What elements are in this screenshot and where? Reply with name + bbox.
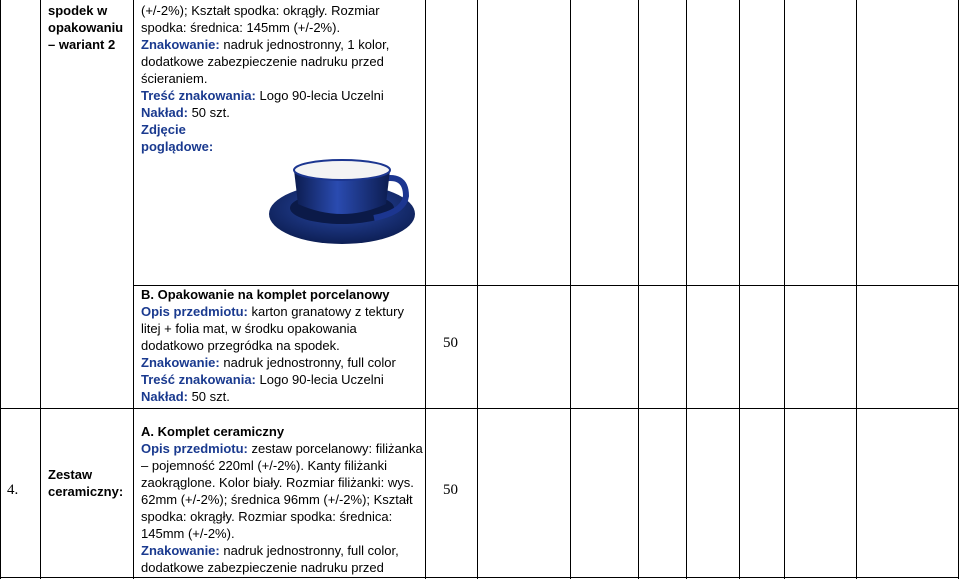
col-divider bbox=[570, 0, 571, 579]
col-divider bbox=[477, 0, 478, 579]
field-text: nadruk jednostronny, 1 kolor, bbox=[219, 37, 390, 52]
col-divider bbox=[133, 0, 134, 579]
field-label: Opis przedmiotu: bbox=[141, 304, 248, 319]
field-label: Zdjęcie bbox=[141, 122, 186, 137]
field-text: Logo 90-lecia Uczelni bbox=[255, 372, 384, 387]
description-line bbox=[141, 559, 423, 576]
field-text: 50 szt. bbox=[187, 389, 230, 404]
description-line bbox=[141, 87, 423, 104]
description-line bbox=[141, 542, 423, 559]
quantity-value: 50 bbox=[443, 335, 458, 351]
col-divider bbox=[686, 0, 687, 579]
row-divider bbox=[0, 577, 959, 578]
col-divider bbox=[40, 0, 41, 579]
description-line bbox=[141, 104, 423, 121]
field-text: nadruk jednostronny, full color bbox=[219, 355, 396, 370]
description-line bbox=[141, 525, 423, 542]
description-line bbox=[141, 371, 423, 388]
item-name-line: spodek w bbox=[48, 3, 108, 18]
field-text: zestaw porcelanowy: filiżanka bbox=[247, 441, 423, 456]
field-text: A. Komplet ceramiczny bbox=[141, 424, 285, 439]
field-label: Znakowanie: bbox=[141, 37, 220, 52]
description-line bbox=[141, 121, 423, 138]
description-line bbox=[141, 423, 423, 440]
field-text: (+/-2%); Kształt spodka: okrągły. Rozmiar bbox=[141, 3, 380, 18]
field-text: ścieraniem. bbox=[141, 71, 208, 86]
description-line bbox=[141, 320, 423, 337]
field-text: dodatkowo przegródka na spodek. bbox=[141, 338, 340, 353]
item-name-cell bbox=[48, 2, 132, 53]
item-description bbox=[141, 423, 423, 576]
description-line bbox=[141, 36, 423, 53]
description-line bbox=[141, 354, 423, 371]
field-text: zaokrąglone. Kolor biały. Rozmiar filiżanki: wys. bbox=[141, 475, 414, 490]
field-text: litej + folia mat, w środku opakowania bbox=[141, 321, 357, 336]
field-text: spodka: średnica: 145mm (+/-2%). bbox=[141, 20, 341, 35]
item-name-cell bbox=[48, 466, 132, 500]
field-text: spodka: okrągły. Rozmiar spodka: średnica: bbox=[141, 509, 393, 524]
description-line bbox=[141, 138, 423, 155]
quantity-value: 50 bbox=[443, 482, 458, 498]
description-line bbox=[141, 2, 423, 19]
col-divider bbox=[784, 0, 785, 579]
field-label: Nakład: bbox=[141, 105, 188, 120]
field-text: karton granatowy z tektury bbox=[247, 304, 404, 319]
description-line bbox=[141, 474, 423, 491]
description-line bbox=[141, 440, 423, 457]
description-line bbox=[141, 508, 423, 525]
col-divider bbox=[425, 0, 426, 579]
field-text: – pojemność 220ml (+/-2%). Kanty filiżanki bbox=[141, 458, 388, 473]
field-text: dodatkowe zabezpieczenie nadruku przed bbox=[141, 560, 384, 575]
description-line bbox=[141, 388, 423, 405]
field-label: Znakowanie: bbox=[141, 543, 220, 558]
field-text: dodatkowe zabezpieczenie nadruku przed bbox=[141, 54, 384, 69]
description-line bbox=[141, 491, 423, 508]
field-text: 145mm (+/-2%). bbox=[141, 526, 235, 541]
item-name-line: – wariant 2 bbox=[48, 37, 116, 52]
col-divider bbox=[739, 0, 740, 579]
cup-saucer-image bbox=[264, 156, 420, 252]
description-line bbox=[141, 70, 423, 87]
field-text: B. Opakowanie na komplet porcelanowy bbox=[141, 287, 390, 302]
field-text: 62mm (+/-2%); średnica 96mm (+/-2%); Kształt bbox=[141, 492, 413, 507]
table-border-left bbox=[0, 0, 1, 579]
item-description bbox=[141, 286, 423, 405]
field-label: Treść znakowania: bbox=[141, 372, 256, 387]
field-label: Znakowanie: bbox=[141, 355, 220, 370]
description-line bbox=[141, 303, 423, 320]
description-line bbox=[141, 19, 423, 36]
field-label: Nakład: bbox=[141, 389, 188, 404]
field-text: 50 szt. bbox=[187, 105, 230, 120]
field-label: Treść znakowania: bbox=[141, 88, 256, 103]
item-name-line: Zestaw bbox=[48, 467, 93, 482]
item-name-line: ceramiczny: bbox=[48, 484, 124, 499]
field-label: poglądowe: bbox=[141, 139, 214, 154]
col-divider bbox=[638, 0, 639, 579]
row-number: 4. bbox=[7, 482, 19, 498]
col-divider bbox=[856, 0, 857, 579]
item-name-line: opakowaniu bbox=[48, 20, 124, 35]
description-line bbox=[141, 457, 423, 474]
item-description bbox=[141, 2, 423, 155]
row-divider bbox=[0, 408, 959, 409]
description-line bbox=[141, 53, 423, 70]
field-label: Opis przedmiotu: bbox=[141, 441, 248, 456]
field-text: Logo 90-lecia Uczelni bbox=[255, 88, 384, 103]
description-line bbox=[141, 286, 423, 303]
field-text: nadruk jednostronny, full color, bbox=[219, 543, 399, 558]
description-line bbox=[141, 337, 423, 354]
